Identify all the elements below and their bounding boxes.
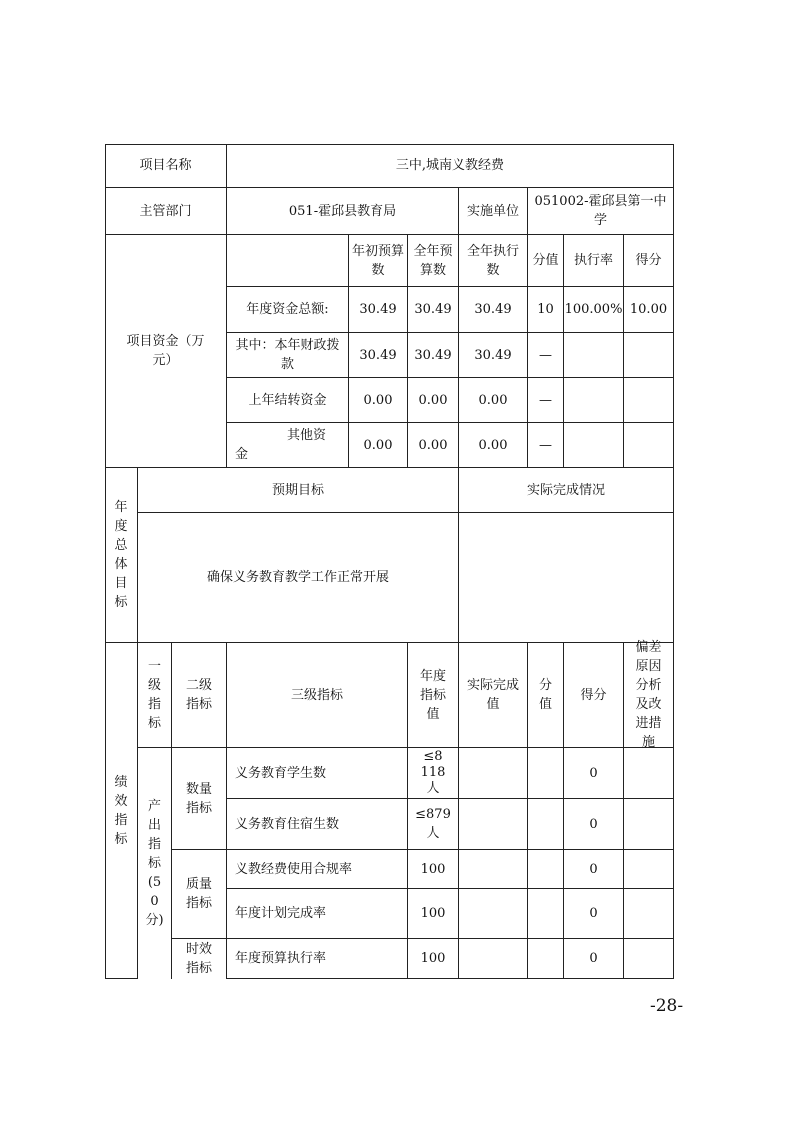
unit-value: 051002-霍邱县第一中学 (528, 188, 674, 235)
perf-note (624, 850, 674, 889)
perf-note (624, 889, 674, 939)
perf-header-score: 得分 (564, 643, 624, 748)
fund-cell (624, 378, 674, 423)
fund-cell: 100.00% (564, 287, 624, 333)
funds-header-initial: 年初预算数 (349, 235, 408, 287)
fund-cell: — (528, 423, 564, 468)
perf-header-actual: 实际完成值 (459, 643, 528, 748)
perf-header-level3: 三级指标 (227, 643, 408, 748)
perf-score: 0 (564, 748, 624, 799)
fund-row-label: 其中：本年财政拨款 (227, 333, 349, 378)
goals-actual-text (459, 513, 674, 643)
fund-row-label-top: 其他资 (286, 428, 326, 443)
funds-header-rate: 执行率 (564, 235, 624, 287)
perf-actual (459, 939, 528, 979)
perf-header-weight: 分值 (528, 643, 564, 748)
perf-score: 0 (564, 889, 624, 939)
fund-cell (564, 423, 624, 468)
fund-cell (564, 333, 624, 378)
fund-cell: 30.49 (408, 287, 459, 333)
fund-cell: 0.00 (459, 423, 528, 468)
perf-actual (459, 799, 528, 850)
funds-header-score: 得分 (624, 235, 674, 287)
perf-level1: 产出指标(50分) (138, 748, 172, 979)
funds-header-annual: 全年预算数 (408, 235, 459, 287)
fund-cell (564, 378, 624, 423)
fund-cell: 30.49 (349, 287, 408, 333)
perf-weight (528, 889, 564, 939)
perf-score: 0 (564, 939, 624, 979)
fund-cell: 30.49 (349, 333, 408, 378)
perf-target: 100 (408, 889, 459, 939)
perf-weight (528, 748, 564, 799)
perf-header-note: 偏差原因分析及改进措施 (624, 643, 674, 748)
performance-label: 绩效指标 (105, 643, 138, 979)
perf-weight (528, 939, 564, 979)
project-name-value: 三中,城南义教经费 (227, 144, 674, 188)
funds-header-weight: 分值 (528, 235, 564, 287)
perf-level3: 义教经费使用合规率 (227, 850, 408, 889)
fund-cell (624, 423, 674, 468)
fund-cell: 10 (528, 287, 564, 333)
perf-note (624, 748, 674, 799)
perf-header-level2: 二级指标 (172, 643, 227, 748)
funds-header-executed: 全年执行数 (459, 235, 528, 287)
fund-row-label (227, 423, 349, 468)
perf-level3: 年度预算执行率 (227, 939, 408, 979)
perf-level3: 年度计划完成率 (227, 889, 408, 939)
perf-header-level1: 一级指标 (138, 643, 172, 748)
perf-actual (459, 889, 528, 939)
fund-cell: 0.00 (408, 378, 459, 423)
fund-cell: 0.00 (408, 423, 459, 468)
perf-score: 0 (564, 799, 624, 850)
fund-row-label: 年度资金总额: (227, 287, 349, 333)
perf-note (624, 799, 674, 850)
perf-note (624, 939, 674, 979)
dept-label: 主管部门 (105, 188, 227, 235)
perf-level3: 义务教育住宿生数 (227, 799, 408, 850)
perf-target: 100 (408, 939, 459, 979)
fund-cell: — (528, 378, 564, 423)
perf-weight (528, 850, 564, 889)
fund-cell: 30.49 (408, 333, 459, 378)
fund-cell: — (528, 333, 564, 378)
perf-weight (528, 799, 564, 850)
unit-label: 实施单位 (459, 188, 528, 235)
fund-cell: 0.00 (349, 423, 408, 468)
fund-cell: 10.00 (624, 287, 674, 333)
project-name-label: 项目名称 (105, 144, 227, 188)
perf-level2: 时效指标 (172, 939, 227, 979)
fund-row-label-bottom: 金 (235, 447, 249, 462)
goals-expected-text: 确保义务教育教学工作正常开展 (138, 513, 459, 643)
perf-score: 0 (564, 850, 624, 889)
perf-level3: 义务教育学生数 (227, 748, 408, 799)
perf-actual (459, 748, 528, 799)
fund-cell (624, 333, 674, 378)
perf-target: ≤8118人 (408, 748, 459, 799)
fund-cell: 30.49 (459, 287, 528, 333)
perf-target: ≤879人 (408, 799, 459, 850)
performance-table (105, 144, 674, 979)
perf-level2: 数量指标 (172, 748, 227, 850)
page-number: -28- (650, 996, 684, 1016)
fund-cell: 0.00 (459, 378, 528, 423)
perf-header-target: 年度指标值 (408, 643, 459, 748)
goals-expected-header: 预期目标 (138, 468, 459, 513)
funds-header-blank (227, 235, 349, 287)
fund-cell: 30.49 (459, 333, 528, 378)
perf-level2: 质量指标 (172, 850, 227, 939)
funds-label: 项目资金（万元） (105, 235, 227, 468)
goals-actual-header: 实际完成情况 (459, 468, 674, 513)
perf-target: 100 (408, 850, 459, 889)
fund-cell: 0.00 (349, 378, 408, 423)
fund-row-label: 上年结转资金 (227, 378, 349, 423)
goals-label: 年度总体目标 (105, 468, 138, 643)
dept-value: 051-霍邱县教育局 (227, 188, 459, 235)
perf-actual (459, 850, 528, 889)
